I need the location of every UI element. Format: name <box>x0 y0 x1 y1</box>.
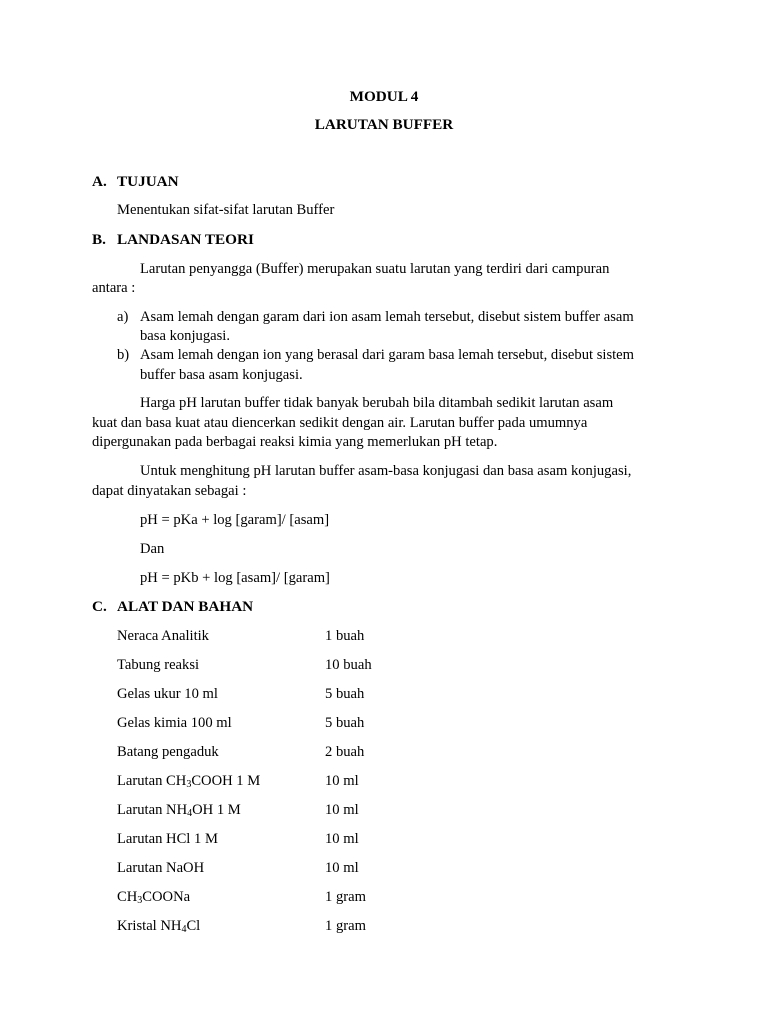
section-c-letter: C. <box>92 598 107 615</box>
formula-connector: Dan <box>140 541 165 557</box>
material-quantity: 10 buah <box>325 657 372 673</box>
section-a-heading: TUJUAN <box>117 173 179 190</box>
material-name-part: OH 1 M <box>192 802 241 818</box>
material-name-part: Larutan NH <box>117 802 188 818</box>
material-name-part: COONa <box>142 889 191 905</box>
list-item-line: basa konjugasi. <box>140 328 230 344</box>
material-name-subscript: 4 <box>181 924 187 935</box>
paragraph-line: Untuk menghitung pH larutan buffer asam-basa konjugasi dan basa asam konjugasi, <box>140 463 632 479</box>
document-subtitle: LARUTAN BUFFER <box>314 116 454 133</box>
material-quantity: 1 gram <box>325 889 366 905</box>
section-b-letter: B. <box>92 231 106 248</box>
material-name-subscript: 3 <box>186 779 192 790</box>
material-name <box>117 802 241 819</box>
material-name <box>117 773 260 790</box>
paragraph-line: kuat dan basa kuat atau diencerkan sedikit dengan air. Larutan buffer pada umumnya <box>92 415 588 431</box>
section-c-heading: ALAT DAN BAHAN <box>117 598 254 615</box>
material-quantity: 10 ml <box>325 802 359 818</box>
formula-acid-buffer: pH = pKa + log [garam]/ [asam] <box>140 512 330 528</box>
formula-base-buffer: pH = pKb + log [asam]/ [garam] <box>140 570 330 586</box>
paragraph-line: Larutan penyangga (Buffer) merupakan suatu larutan yang terdiri dari campuran <box>140 261 610 277</box>
section-a-text: Menentukan sifat-sifat larutan Buffer <box>117 202 335 218</box>
paragraph-line: dapat dinyatakan sebagai : <box>92 483 247 499</box>
material-quantity: 10 ml <box>325 773 359 789</box>
section-b-heading: LANDASAN TEORI <box>117 231 254 248</box>
material-name-part: Larutan CH <box>117 773 187 789</box>
material-name-part: CH <box>117 889 138 905</box>
material-name: Neraca Analitik <box>117 628 209 644</box>
material-name: Gelas ukur 10 ml <box>117 686 218 702</box>
material-quantity: 1 buah <box>325 628 365 644</box>
list-item-line: buffer basa asam konjugasi. <box>140 367 303 383</box>
material-name: Larutan NaOH <box>117 860 205 876</box>
document-title: MODUL 4 <box>349 88 419 105</box>
material-name-part: Cl <box>186 918 201 934</box>
material-quantity: 1 gram <box>325 918 366 934</box>
material-name-subscript: 4 <box>187 808 193 819</box>
material-quantity: 5 buah <box>325 686 365 702</box>
material-name-part: Kristal NH <box>117 918 182 934</box>
material-name: Batang pengaduk <box>117 744 219 760</box>
material-name <box>117 918 200 935</box>
material-name: Gelas kimia 100 ml <box>117 715 232 731</box>
material-name-part: COOH 1 M <box>191 773 261 789</box>
paragraph-line: antara : <box>92 280 136 296</box>
material-quantity: 10 ml <box>325 831 359 847</box>
material-name-subscript: 3 <box>137 895 143 906</box>
material-name: Tabung reaksi <box>117 657 200 673</box>
paragraph-line: Harga pH larutan buffer tidak banyak berubah bila ditambah sedikit larutan asam <box>140 395 614 411</box>
material-quantity: 2 buah <box>325 744 365 760</box>
material-name: Larutan HCl 1 M <box>117 831 218 847</box>
list-marker: b) <box>117 347 130 363</box>
material-quantity: 10 ml <box>325 860 359 876</box>
list-item-line: Asam lemah dengan garam dari ion asam lemah tersebut, disebut sistem buffer asam <box>140 309 634 325</box>
paragraph-line: dipergunakan pada berbagai reaksi kimia yang memerlukan pH tetap. <box>92 434 498 450</box>
section-a-letter: A. <box>92 173 107 190</box>
material-quantity: 5 buah <box>325 715 365 731</box>
material-name <box>117 889 190 906</box>
list-marker: a) <box>117 309 129 325</box>
list-item-line: Asam lemah dengan ion yang berasal dari garam basa lemah tersebut, disebut sistem <box>140 347 635 363</box>
